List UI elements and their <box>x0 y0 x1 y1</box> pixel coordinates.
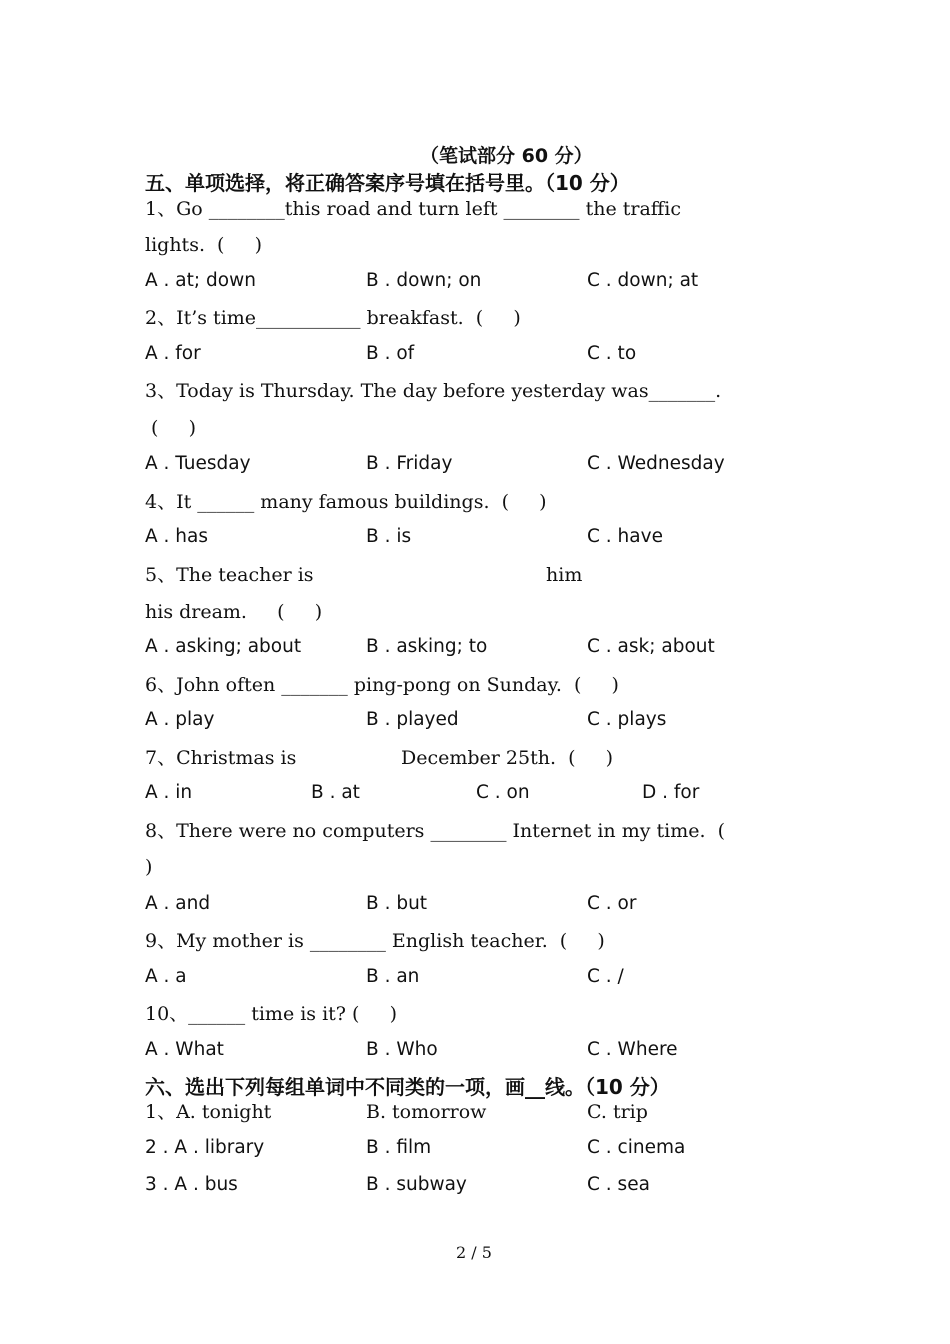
question-4-option-b: B . is <box>366 526 412 547</box>
question-5-text-mid: him <box>546 564 583 586</box>
group-3-option-a: 3 . A . bus <box>145 1174 238 1195</box>
question-3-text-cont: ( ) <box>145 417 197 439</box>
question-7-option-a: A . in <box>145 782 193 803</box>
question-6-option-c: C . plays <box>587 709 667 730</box>
group-2-option-c: C . cinema <box>587 1137 686 1158</box>
question-1-option-c: C . down; at <box>587 270 699 291</box>
question-7-text-mid: December 25th. ( ) <box>401 747 614 769</box>
question-8-text-cont: ) <box>145 856 153 878</box>
question-8-text: 8、There were no computers ________ Internet in my time. ( <box>145 820 725 842</box>
question-6-option-a: A . play <box>145 709 215 730</box>
question-7-option-c: C . on <box>476 782 530 803</box>
question-2-option-c: C . to <box>587 343 637 364</box>
question-6-option-b: B . played <box>366 709 459 730</box>
group-2-option-a: 2 . A . library <box>145 1137 265 1158</box>
question-6-text: 6、John often _______ ping-pong on Sunday. ( ) <box>145 674 619 696</box>
question-1-option-b: B . down; on <box>366 270 482 291</box>
question-9-text: 9、My mother is ________ English teacher. ( ) <box>145 930 605 952</box>
group-3-option-b: B . subway <box>366 1174 467 1195</box>
group-2-option-b: B . film <box>366 1137 432 1158</box>
question-2-option-a: A . for <box>145 343 201 364</box>
question-9-option-a: A . a <box>145 966 187 987</box>
group-3-option-c: C . sea <box>587 1174 650 1195</box>
question-3-option-c: C . Wednesday <box>587 453 725 474</box>
group-1-option-b: B. tomorrow <box>366 1101 487 1123</box>
question-8-option-c: C . or <box>587 893 637 914</box>
question-5-text-cont: his dream. ( ) <box>145 601 323 623</box>
question-9-option-c: C . / <box>587 966 624 987</box>
question-10-option-a: A . What <box>145 1039 224 1060</box>
question-5-option-b: B . asking; to <box>366 636 488 657</box>
question-5-text: 5、The teacher is <box>145 564 314 586</box>
section-6-heading: 六、选出下列每组单词中不同类的一项，画__线。（10 分） <box>145 1075 670 1099</box>
question-10-option-b: B . Who <box>366 1039 438 1060</box>
section-5-heading: 五、单项选择，将正确答案序号填在括号里。（10 分） <box>145 171 630 195</box>
question-2-option-b: B . of <box>366 343 415 364</box>
group-1-option-c: C. trip <box>587 1101 648 1123</box>
question-5-option-c: C . ask; about <box>587 636 715 657</box>
question-8-option-a: A . and <box>145 893 211 914</box>
question-2-text: 2、It’s time___________ breakfast. ( ) <box>145 307 521 329</box>
group-1-option-a: 1、A. tonight <box>145 1101 272 1123</box>
question-3-text: 3、Today is Thursday. The day before yesterday was_______. <box>145 380 722 402</box>
question-10-text: 10、______ time is it? ( ) <box>145 1003 398 1025</box>
question-3-option-a: A . Tuesday <box>145 453 251 474</box>
question-1-text: 1、Go ________this road and turn left ________ the traffic <box>145 198 682 220</box>
question-7-option-b: B . at <box>311 782 360 803</box>
question-1-text-cont: lights. ( ) <box>145 234 263 256</box>
question-7-text: 7、Christmas is <box>145 747 297 769</box>
question-1-option-a: A . at; down <box>145 270 256 291</box>
page-subtitle: （笔试部分 60 分） <box>420 145 593 167</box>
question-3-option-b: B . Friday <box>366 453 453 474</box>
question-4-text: 4、It ______ many famous buildings. ( ) <box>145 491 547 513</box>
question-9-option-b: B . an <box>366 966 420 987</box>
question-7-option-d: D . for <box>642 782 700 803</box>
page-number: 2 / 5 <box>456 1243 492 1262</box>
question-8-option-b: B . but <box>366 893 428 914</box>
question-5-option-a: A . asking; about <box>145 636 302 657</box>
question-4-option-c: C . have <box>587 526 663 547</box>
question-4-option-a: A . has <box>145 526 208 547</box>
question-10-option-c: C . Where <box>587 1039 678 1060</box>
